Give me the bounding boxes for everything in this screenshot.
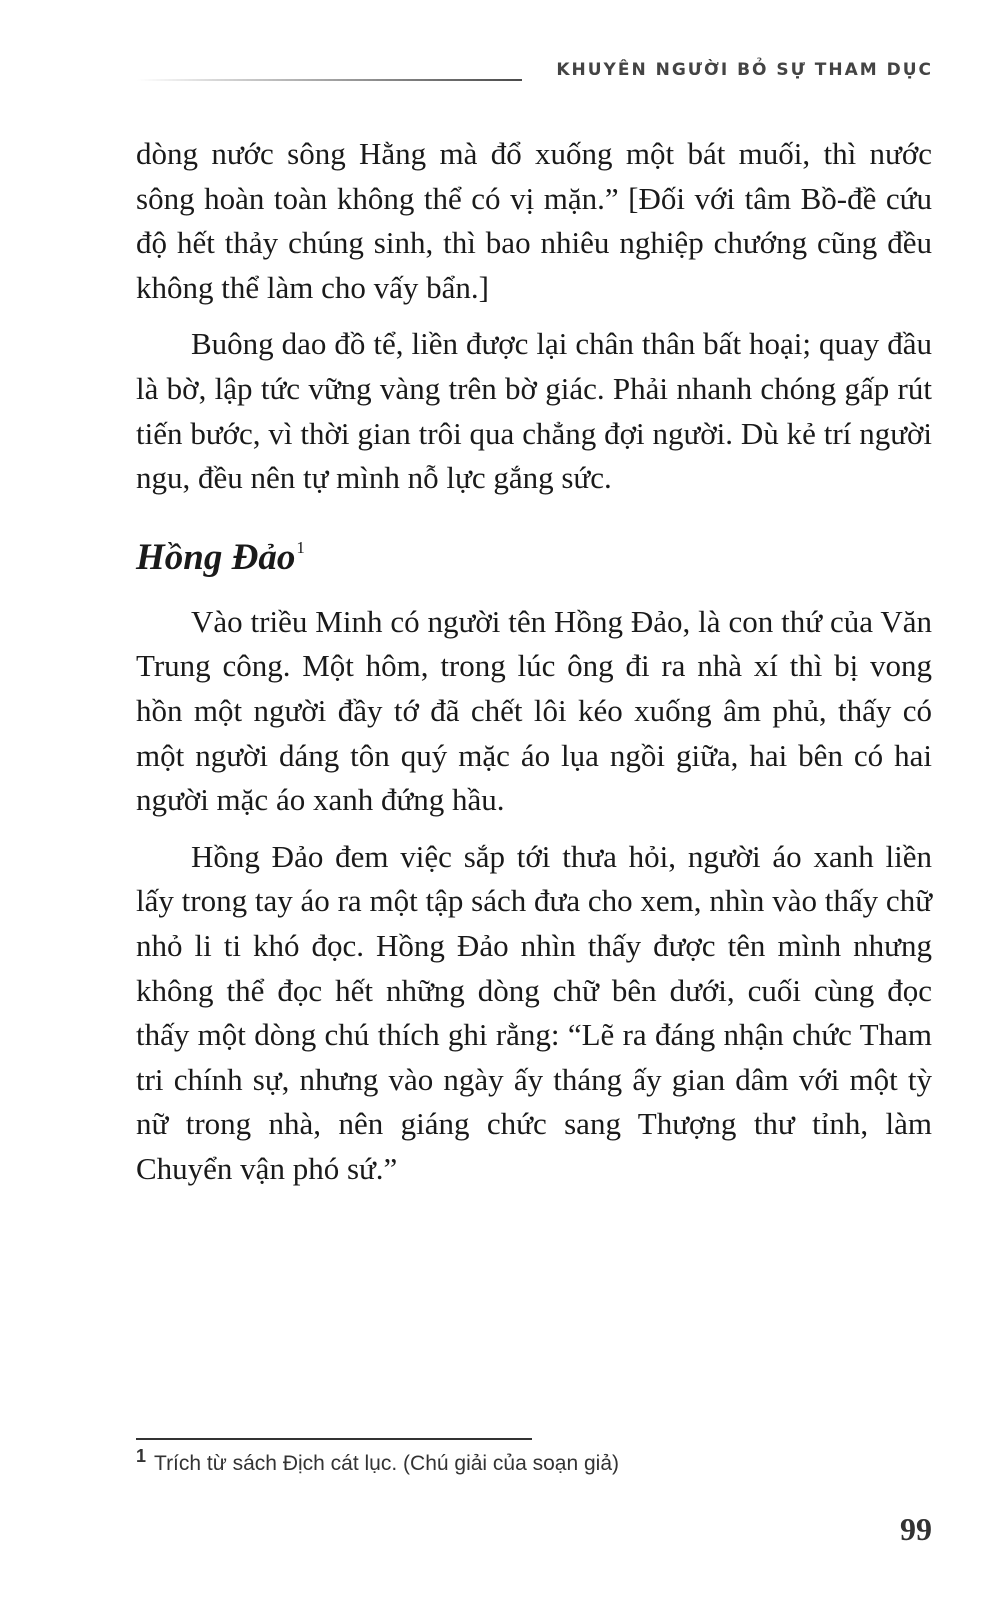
page-number: 99: [900, 1511, 932, 1547]
section-heading-text: Hồng Đảo: [136, 536, 296, 578]
footnote-number: 1: [136, 1446, 147, 1466]
header-rule: [137, 79, 522, 81]
running-header: [137, 58, 933, 88]
section-heading: [136, 525, 932, 581]
footnote-text: Trích từ sách Địch cát lục. (Chú giải của soạn giả): [154, 1452, 619, 1475]
footnote-rule: [136, 1438, 532, 1440]
paragraph: Hồng Đảo đem việc sắp tới thưa hỏi, người áo xanh liền lấy trong tay áo ra một tập sách đưa cho xem, nhìn vào thấy chữ nhỏ li ti khó đọc. Hồng Đảo nhìn thấy được tên mình nhưng không thể đọc hết những dòng chữ bên dưới, cuối cùng đọc thấy một dòng chú thích ghi rằng: “Lẽ ra đáng nhận chức Tham tri chính sự, nhưng vào ngày ấy tháng ấy gian dâm với một tỳ nữ trong nhà, nên giáng chức sang Thượng thư tỉnh, làm Chuyển vận phó sứ.”: [136, 838, 932, 1186]
paragraph-continued: dòng nước sông Hằng mà đổ xuống một bát muối, thì nước sông hoàn toàn không thể có vị mặn.” [Đối với tâm Bồ-đề cứu độ hết thảy chúng sinh, thì bao nhiêu nghiệp chướng cũng đều không thể làm cho vấy bẩn.]: [136, 136, 932, 305]
header-title: KHUYÊN NGƯỜI BỎ SỰ THAM DỤC: [556, 60, 933, 80]
footnote: [136, 1446, 932, 1476]
main-text: [136, 132, 932, 1203]
paragraph: Buông dao đồ tể, liền được lại chân thân bất hoại; quay đầu là bờ, lập tức vững vàng trên bờ giác. Phải nhanh chóng gấp rút tiến bước, vì thời gian trôi qua chẳng đợi người. Dù kẻ trí người ngu, đều nên tự mình nỗ lực gắng sức.: [136, 326, 932, 496]
paragraph: Vào triều Minh có người tên Hồng Đảo, là con thứ của Văn Trung công. Một hôm, trong lúc ông đi ra nhà xí thì bị vong hồn một người đầy tớ đã chết lôi kéo xuống âm phủ, thấy có một người dáng tôn quý mặc áo lụa ngồi giữa, hai bên có hai người mặc áo xanh đứng hầu.: [136, 603, 932, 818]
footnote-ref: 1: [296, 537, 305, 557]
